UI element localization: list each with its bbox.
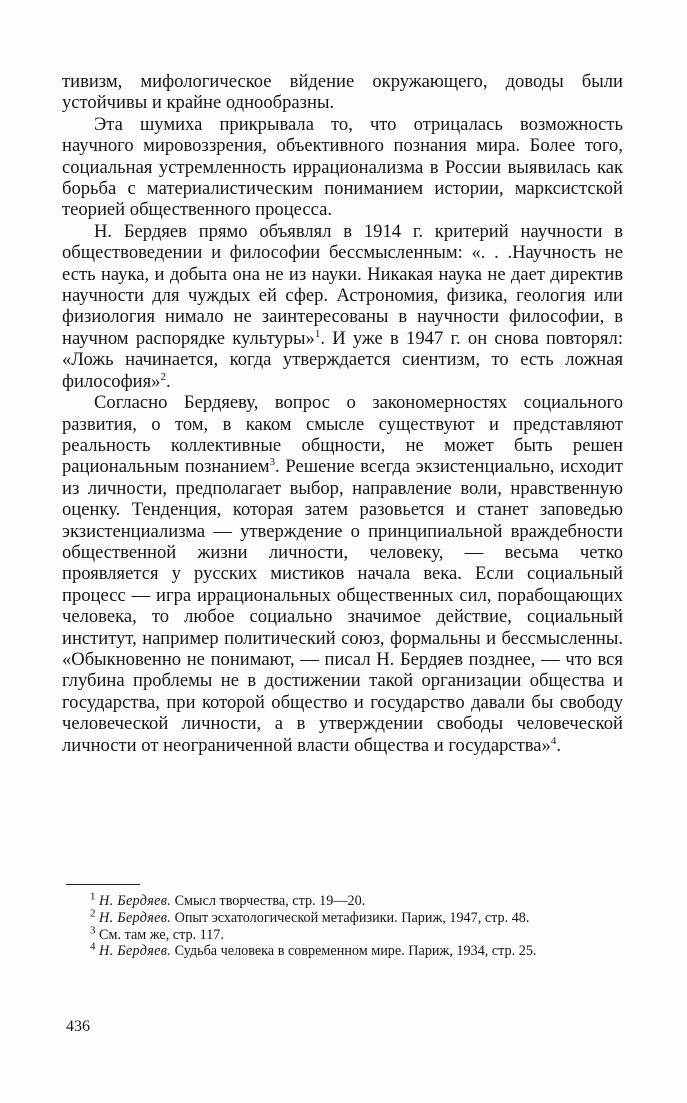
footnote-4	[62, 940, 623, 960]
page-number: 436	[66, 1018, 90, 1035]
footnote-1	[62, 890, 623, 910]
footnote-ref-1: 1	[314, 327, 321, 340]
footnote-mark: 4	[90, 940, 96, 953]
paragraph-1: тивизм, мифологическое вйдение окружающего, доводы были устойчивы и крайне однообразны.	[62, 71, 623, 114]
footnote-ref-4: 4	[550, 734, 557, 747]
paragraph-2: Эта шумиха прикрывала то, что отрицалась возможность научного мировоззрения, объективного познания мира. Более того, социальная устремленность иррационализма в России выявилась как борьба с материалистическим пониманием истории, марксистской теорией общественного процесса.	[62, 113, 623, 221]
paragraph-4-text-a: Согласно Бердяеву, вопрос о закономерностях социального развития, о том, в каком смысле существуют и представляют реальность коллективные общности, не может быть решен рациональным познанием	[62, 392, 623, 478]
footnote-author: Н. Бердяев.	[99, 893, 172, 909]
footnote-mark: 3	[90, 923, 96, 936]
footnote-text: Смысл творчества, стр. 19—20.	[171, 893, 366, 909]
footnote-ref-3: 3	[269, 456, 276, 469]
footnote-divider	[66, 884, 140, 885]
footnote-2	[62, 907, 623, 927]
paragraph-4-text-c: .	[556, 734, 562, 756]
footnote-text: Судьба человека в современном мире. Париж, 1934, стр. 25.	[171, 943, 537, 960]
footnote-3	[62, 923, 623, 944]
paragraph-3-text-c: .	[165, 370, 171, 392]
footnote-ref-2: 2	[160, 370, 166, 383]
footnote-text: См. там же, стр. 117.	[95, 926, 224, 943]
footnote-author: Н. Бердяев.	[99, 943, 172, 960]
footnote-mark: 2	[90, 907, 96, 920]
paragraph-4	[62, 392, 623, 756]
footnote-text: Опыт эсхатологической метафизики. Париж, 1947, стр. 48.	[171, 909, 530, 926]
paragraph-3-text-b: . И уже в 1947 г. он снова повторял: «Ложь начинается, когда утверждается сиентизм, то есть ложная философия»	[62, 327, 623, 392]
paragraph-4-text-b: . Решение всегда экзистенциально, исходит из личности, предполагает выбор, направление воли, нравственную оценку. Тенденция, которая затем разовьется и станет заповедью экзистенциализма — утверждение о принципиальной враждебности общественной жизни личности, человеку, — весьма четко проявляется у русских мистиков начала века. Если социальный процесс — игра иррациональных общественных сил, порабощающих человека, то любое социально значимое действие, социальный институт, например политический союз, формальны и бессмысленны. «Обыкновенно не понимают, — писал Н. Бердяев позднее, — что вся глубина проблемы не в достижении такой организации общества и государства, при которой общество и государство давали бы свободу человеческой личности, а в утверждении свободы человеческой личности от неограниченной власти общества и государства»	[62, 456, 624, 756]
footnotes	[62, 890, 623, 960]
main-text	[62, 71, 623, 756]
footnote-author: Н. Бердяев.	[99, 909, 172, 926]
footnote-mark: 1	[90, 890, 96, 903]
paragraph-3-text-a: Н. Бердяев прямо объявлял в 1914 г. критерий научности в обществоведении и философии бессмысленным: «. . .Научность не есть наука, и добыта она не из науки. Никакая наука не дает директив научности для чуждых ей сфер. Астрономия, физика, геология или физиология нимало не заинтересованы в научности философии, в научном распорядке культуры»	[62, 220, 623, 349]
paragraph-3	[62, 221, 623, 392]
